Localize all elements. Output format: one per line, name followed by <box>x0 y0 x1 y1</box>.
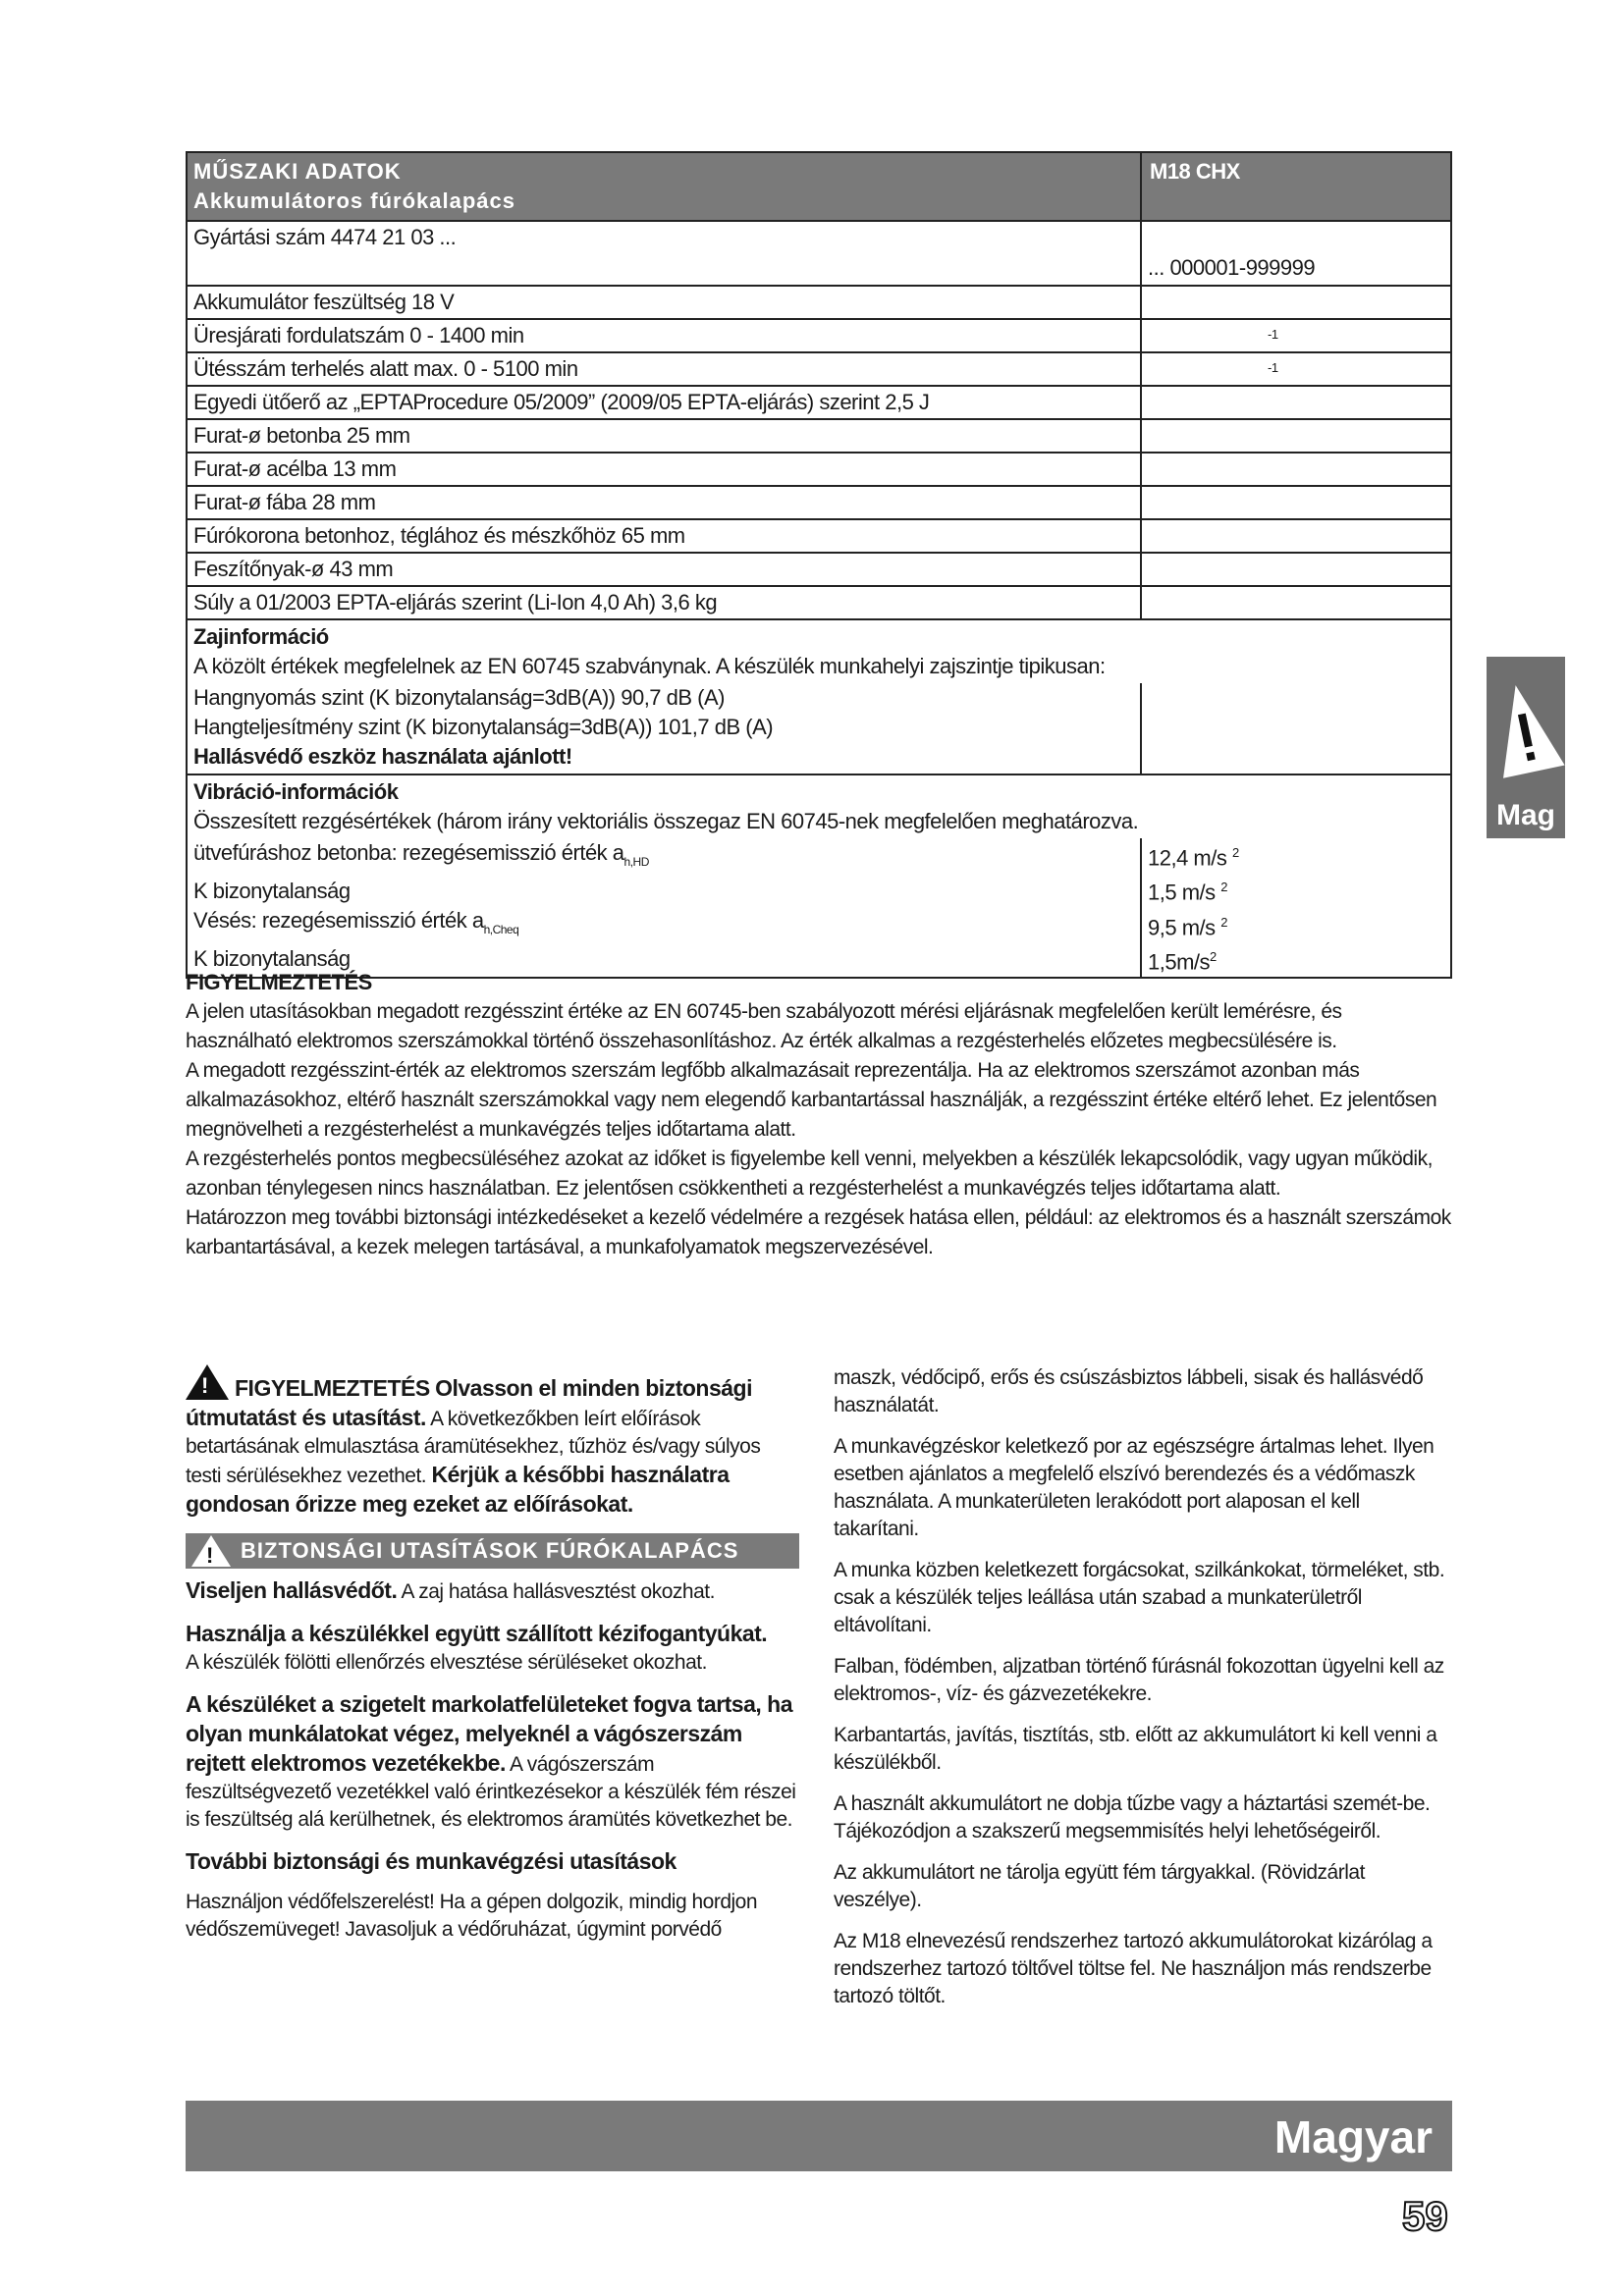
vibration-intro: Összesített rezgésértékek (három irány vektoriális összegaz EN 60745-nek megfelelően meghatározva. <box>193 809 1139 833</box>
spec-header <box>188 153 1450 220</box>
instruction: Használja a készülékkel együtt szállított kézifogantyúkat. A készülék fölötti ellenőrzés elvesztése sérüléseket okozhat. <box>186 1621 768 1674</box>
vibration-warning-block <box>186 968 1452 1262</box>
spec-table <box>186 151 1452 979</box>
instruction: Falban, födémben, aljzatban történő fúrásnál fokozottan ügyelni kell az elektromos-, víz- és gázvezetékekre. <box>834 1655 1444 1705</box>
vibration-label: K bizonytalanság <box>193 946 351 971</box>
spec-row: Fúrókorona betonhoz, téglához és mészkőhöz 65 mm <box>188 518 1450 552</box>
section-bar: ! BIZTONSÁGI UTASÍTÁSOK FÚRÓKALAPÁCS <box>186 1533 799 1569</box>
vibration-title: Vibráció-információk <box>193 779 399 804</box>
warning-title: FIGYELMEZTETÉS <box>186 970 372 994</box>
noise-intro: A közölt értékek megfelelnek az EN 60745 szabványnak. A készülék munkahelyi zajszintje tipikusan: <box>193 654 1106 678</box>
vibration-value: 9,5 m/s $^2$ <box>1148 914 1227 939</box>
warning-paragraph: A rezgésterhelés pontos megbecsüléséhez azokat az időket is figyelembe kell venni, melyekben a készülék lekapcsolódik, vagy ugyan működik, azonban ténylegesen nincs használatban. Ez jelentősen csökkentheti a rezgésterhelést a munkavégzés teljes időtartama alatt. <box>186 1148 1433 1200</box>
spec-row: Furat-ø fába 28 mm <box>188 485 1450 518</box>
instruction: maszk, védőcipő, erős és csúszásbiztos lábbeli, sisak és hallásvédő használatát. <box>834 1366 1424 1416</box>
instruction: A készüléket a szigetelt markolatfelületeket fogva tartsa, ha olyan munkálatokat végez, melyeknél a vágószerszám rejtett elektromos vezetékekbe. A vágószerszám feszültségvezető vezetékkel való érintkezésekor a készülék fém részei is feszültség alá kerülhetnek, és elektromos áramütés következhet be. <box>186 1691 796 1831</box>
warning-icon: ! <box>191 1535 231 1567</box>
vibration-value: $1,5m/s^2$ <box>1148 948 1217 975</box>
warning-icon: ! <box>186 1364 229 1400</box>
warning-icon <box>1487 665 1565 792</box>
instruction: Az M18 elnevezésű rendszerhez tartozó akkumulátorokat kizárólag a rendszerhez tartozó töltővel töltse fel. Ne használjon más rendszerbe tartozó töltőt. <box>834 1930 1433 2007</box>
noise-title: Zajinformáció <box>193 624 329 649</box>
instruction: Karbantartás, javítás, tisztítás, stb. előtt az akkumulátort ki kell venni a készülékből. <box>834 1724 1437 1774</box>
left-column <box>186 1364 799 1957</box>
spec-row: Feszítőnyak-ø 43 mm <box>188 552 1450 585</box>
warning-paragraph: Határozzon meg további biztonsági intézkedéseket a kezelő védelmére a rezgések hatása ellen, például: az elektromos és a használt szerszámok karbantartásával, a kezek melegen tartásával, a munkafolyamatok megszervezésével. <box>186 1206 1451 1258</box>
spec-row: Egyedi ütőerő az „EPTAProcedure 05/2009” (2009/05 EPTA-eljárás) szerint 2,5 J <box>188 385 1450 418</box>
spec-row: Ütésszám terhelés alatt max. 0 - 5100 min -1 <box>188 351 1450 385</box>
subheading: További biztonsági és munkavégzési utasítások <box>186 1848 677 1874</box>
vibration-value: 12,4 m/s $^2$ <box>1148 845 1239 871</box>
instruction: A munka közben keletkezett forgácsokat, szilkánkokat, törmeléket, stb. csak a készülék teljes leállása után szabad a munkaterületről eltávolítani. <box>834 1559 1445 1636</box>
vibration-label: Vésés: rezegésemisszió érték $a_{h,Cheq}$ <box>193 908 519 936</box>
footer-language: Magyar <box>1273 2111 1433 2163</box>
spec-row: Furat-ø betonba 25 mm <box>188 418 1450 452</box>
instruction: A munkavégzéskor keletkező por az egészségre ártalmas lehet. Ilyen esetben ajánlatos a megfelelő elszívó berendezés és a védőmaszk használata. A munkaterületen lerakódott port alaposan el kell takarítani. <box>834 1435 1435 1540</box>
instruction: Használjon védőfelszerelést! Ha a gépen dolgozik, mindig hordjon védőszemüveget! Javasoljuk a védőruházat, úgymint porvédő <box>186 1891 758 1941</box>
spec-row: Furat-ø acélba 13 mm <box>188 452 1450 485</box>
instruction: Viseljen hallásvédőt. A zaj hatása hallásvesztést okozhat. <box>186 1577 715 1603</box>
instruction: Az akkumulátort ne tárolja együtt fém tárgyakkal. (Rövidzárlat veszélye). <box>834 1861 1365 1911</box>
noise-warning: Hallásvédő eszköz használata ajánlott! <box>193 744 572 769</box>
spec-model: M18 CHX <box>1150 159 1240 184</box>
spec-subtitle: Akkumulátoros fúrókalapács <box>193 188 515 213</box>
noise-line: Hangteljesítmény szint (K bizonytalanság=3dB(A)) 101,7 dB (A) <box>193 715 774 739</box>
vibration-label: ütvefúráshoz betonba: rezegésemisszió érték $a_{h,HD}$ <box>193 840 649 869</box>
side-tab-label: Mag <box>1496 799 1555 831</box>
vibration-label: K bizonytalanság <box>193 879 351 903</box>
vibration-section <box>188 774 1450 977</box>
spec-row: Akkumulátor feszültség 18 V <box>188 285 1450 318</box>
warning-paragraph: A megadott rezgésszint-érték az elektromos szerszám legfőbb alkalmazásait reprezentálja. Ha az elektromos szerszámot azonban más alkalmazásokhoz, eltérő használt szerszámokkal vagy nem elegendő karbantartással használják, a rezgésszint értéke eltérő lehet. Ez jelentősen megnövelheti a rezgésterhelést a munkavégzés teljes időtartama alatt. <box>186 1059 1437 1141</box>
noise-line: Hangnyomás szint (K bizonytalanság=3dB(A)) 90,7 dB (A) <box>193 685 726 710</box>
spec-row: Gyártási szám 4474 21 03 ... ... 000001-999999 <box>188 220 1450 285</box>
noise-section <box>188 618 1450 774</box>
language-side-tab <box>1487 657 1565 838</box>
instruction: A használt akkumulátort ne dobja tűzbe vagy a háztartási szemét-be. Tájékozódjon a szakszerű megsemmisítés helyi lehetőségeiről. <box>834 1792 1431 1842</box>
right-column <box>834 1364 1447 2024</box>
spec-title: MŰSZAKI ADATOK <box>193 159 402 184</box>
spec-row: Üresjárati fordulatszám 0 - 1400 min -1 <box>188 318 1450 351</box>
spec-row: Súly a 01/2003 EPTA-eljárás szerint (Li-Ion 4,0 Ah) 3,6 kg <box>188 585 1450 618</box>
vibration-value: 1,5 m/s $^2$ <box>1148 880 1227 905</box>
warning-paragraph: A jelen utasításokban megadott rezgésszint értéke az EN 60745-ben szabályozott mérési eljárásnak megfelelően került lemérésre, és használható elektromos szerszámokkal történő összehasonlításhoz. Az érték alkalmas a rezgésterhelés előzetes megbecsülésére is. <box>186 1000 1342 1052</box>
footer-bar <box>186 2101 1452 2171</box>
page-number: 59 <box>1402 2193 1448 2239</box>
safety-warning: ! FIGYELMEZTETÉS Olvasson el minden biztonsági útmutatást és utasítást. A következőkben leírt előírások betartásának elmulasztása áramütésekhez, tűzhöz és/vagy súlyos testi sérülésekhez vezethet. Kérjük a későbbi használatra gondosan őrizze meg ezeket az előírásokat. <box>186 1364 799 1520</box>
